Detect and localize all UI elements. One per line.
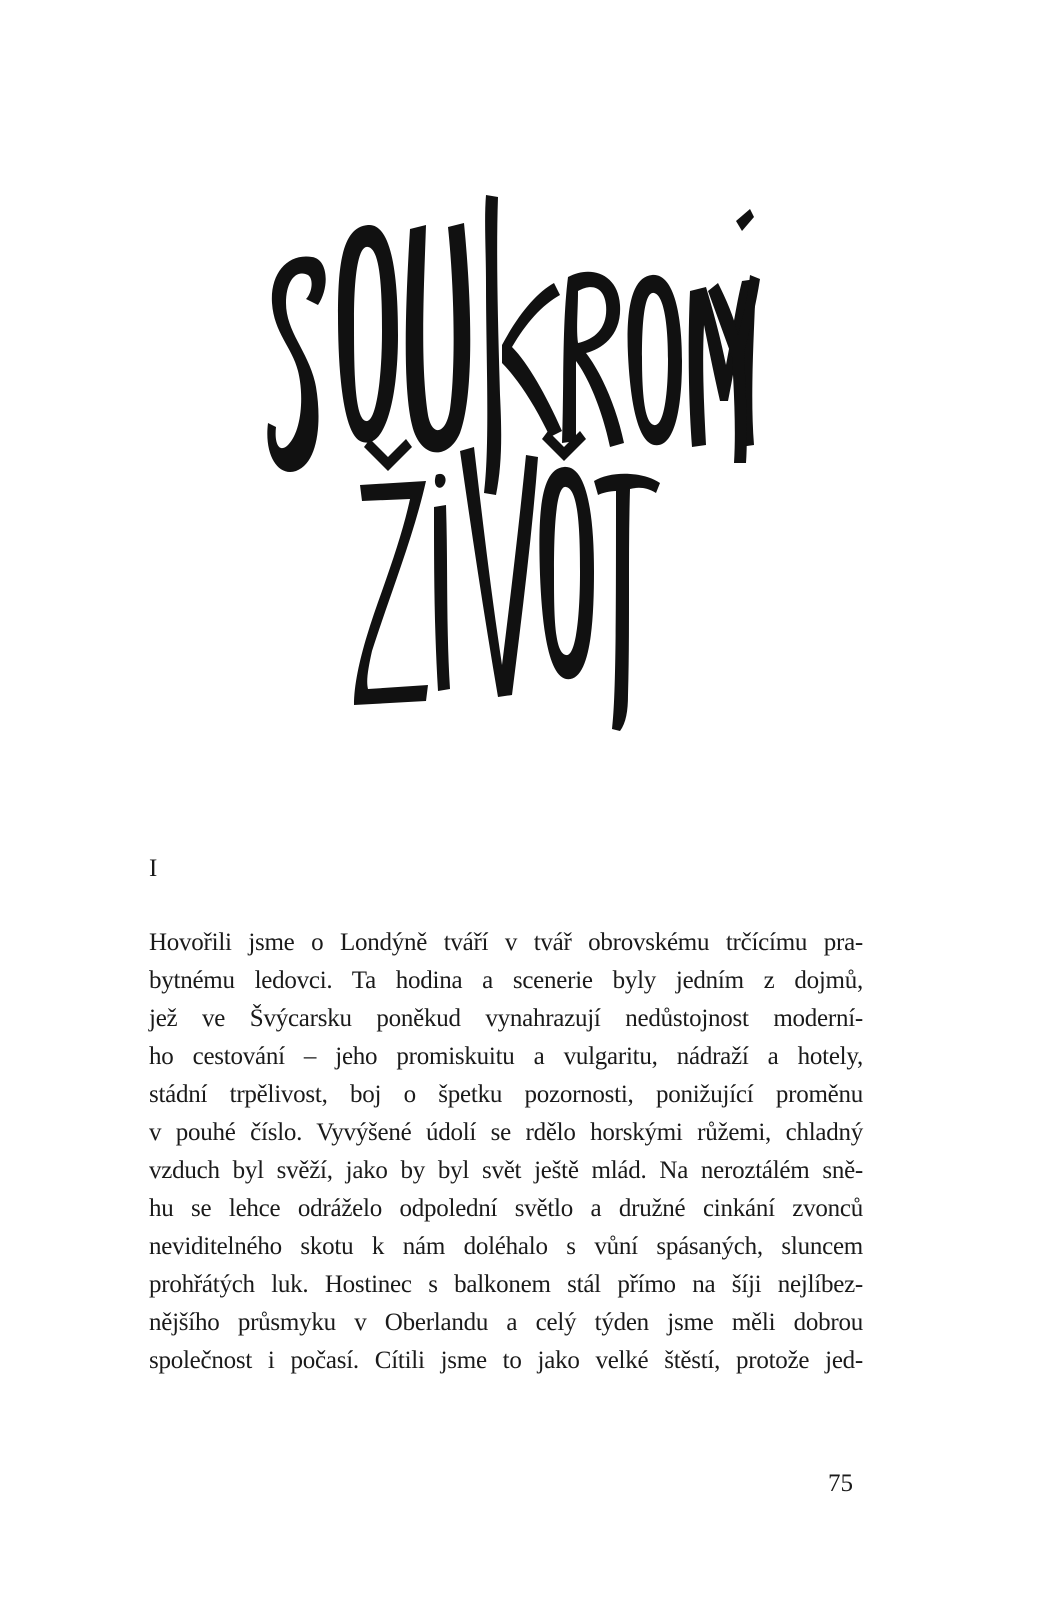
letter-o [338,225,398,443]
letter-o-3 [539,467,594,679]
text-line: jež ve Švýcarsku poněkud vynahrazují nedůstojnost moderní- [149,1005,863,1032]
letter-r [562,272,624,447]
text-line: společnost i počasí. Cítili jsme to jako velké štěstí, protože jed- [149,1347,863,1374]
letter-t [594,474,660,731]
title-lettering-svg [250,195,760,735]
letter-s [267,256,325,471]
text-line: stádní trpělivost, boj o špetku pozornosti, ponižující proměnu [149,1081,863,1108]
page-number: 75 [828,1470,853,1497]
acute-accent [736,209,754,231]
letter-i [434,505,450,691]
text-line: neviditelného skotu k nám doléhalo s vůní spásaných, sluncem [149,1233,863,1260]
caron-accent [364,439,412,471]
letter-u [406,223,471,452]
text-line: Hovořili jsme o Londýně tváří v tvář obrovskému trčícímu pra- [149,929,863,956]
chapter-number: I [149,855,158,882]
text-line: hu se lehce odráželo odpolední světlo a družné cinkání zvonců [149,1195,863,1222]
letter-v [460,447,538,697]
text-line: vzduch byl svěží, jako by byl svět ještě mlád. Na neroztálém sně- [149,1157,863,1184]
letter-o-2 [628,275,682,445]
text-line: bytnému ledovci. Ta hodina a scenerie byly jedním z dojmů, [149,967,863,994]
text-line: nějšího průsmyku v Oberlandu a celý týden jsme měli dobrou [149,1309,863,1336]
letter-k [484,195,562,495]
body-paragraph [149,924,863,1380]
letter-i-dot [435,474,446,488]
text-line: prohřátých luk. Hostinec s balkonem stál přímo na šíji nejlíbez- [149,1271,863,1298]
chapter-title-artwork [250,195,760,735]
text-line: v pouhé číslo. Vyvýšené údolí se rdělo horskými růžemi, chladný [149,1119,863,1146]
text-line: ho cestování – jeho promiskuitu a vulgaritu, nádraží a hotely, [149,1043,863,1070]
letter-z [354,481,428,705]
